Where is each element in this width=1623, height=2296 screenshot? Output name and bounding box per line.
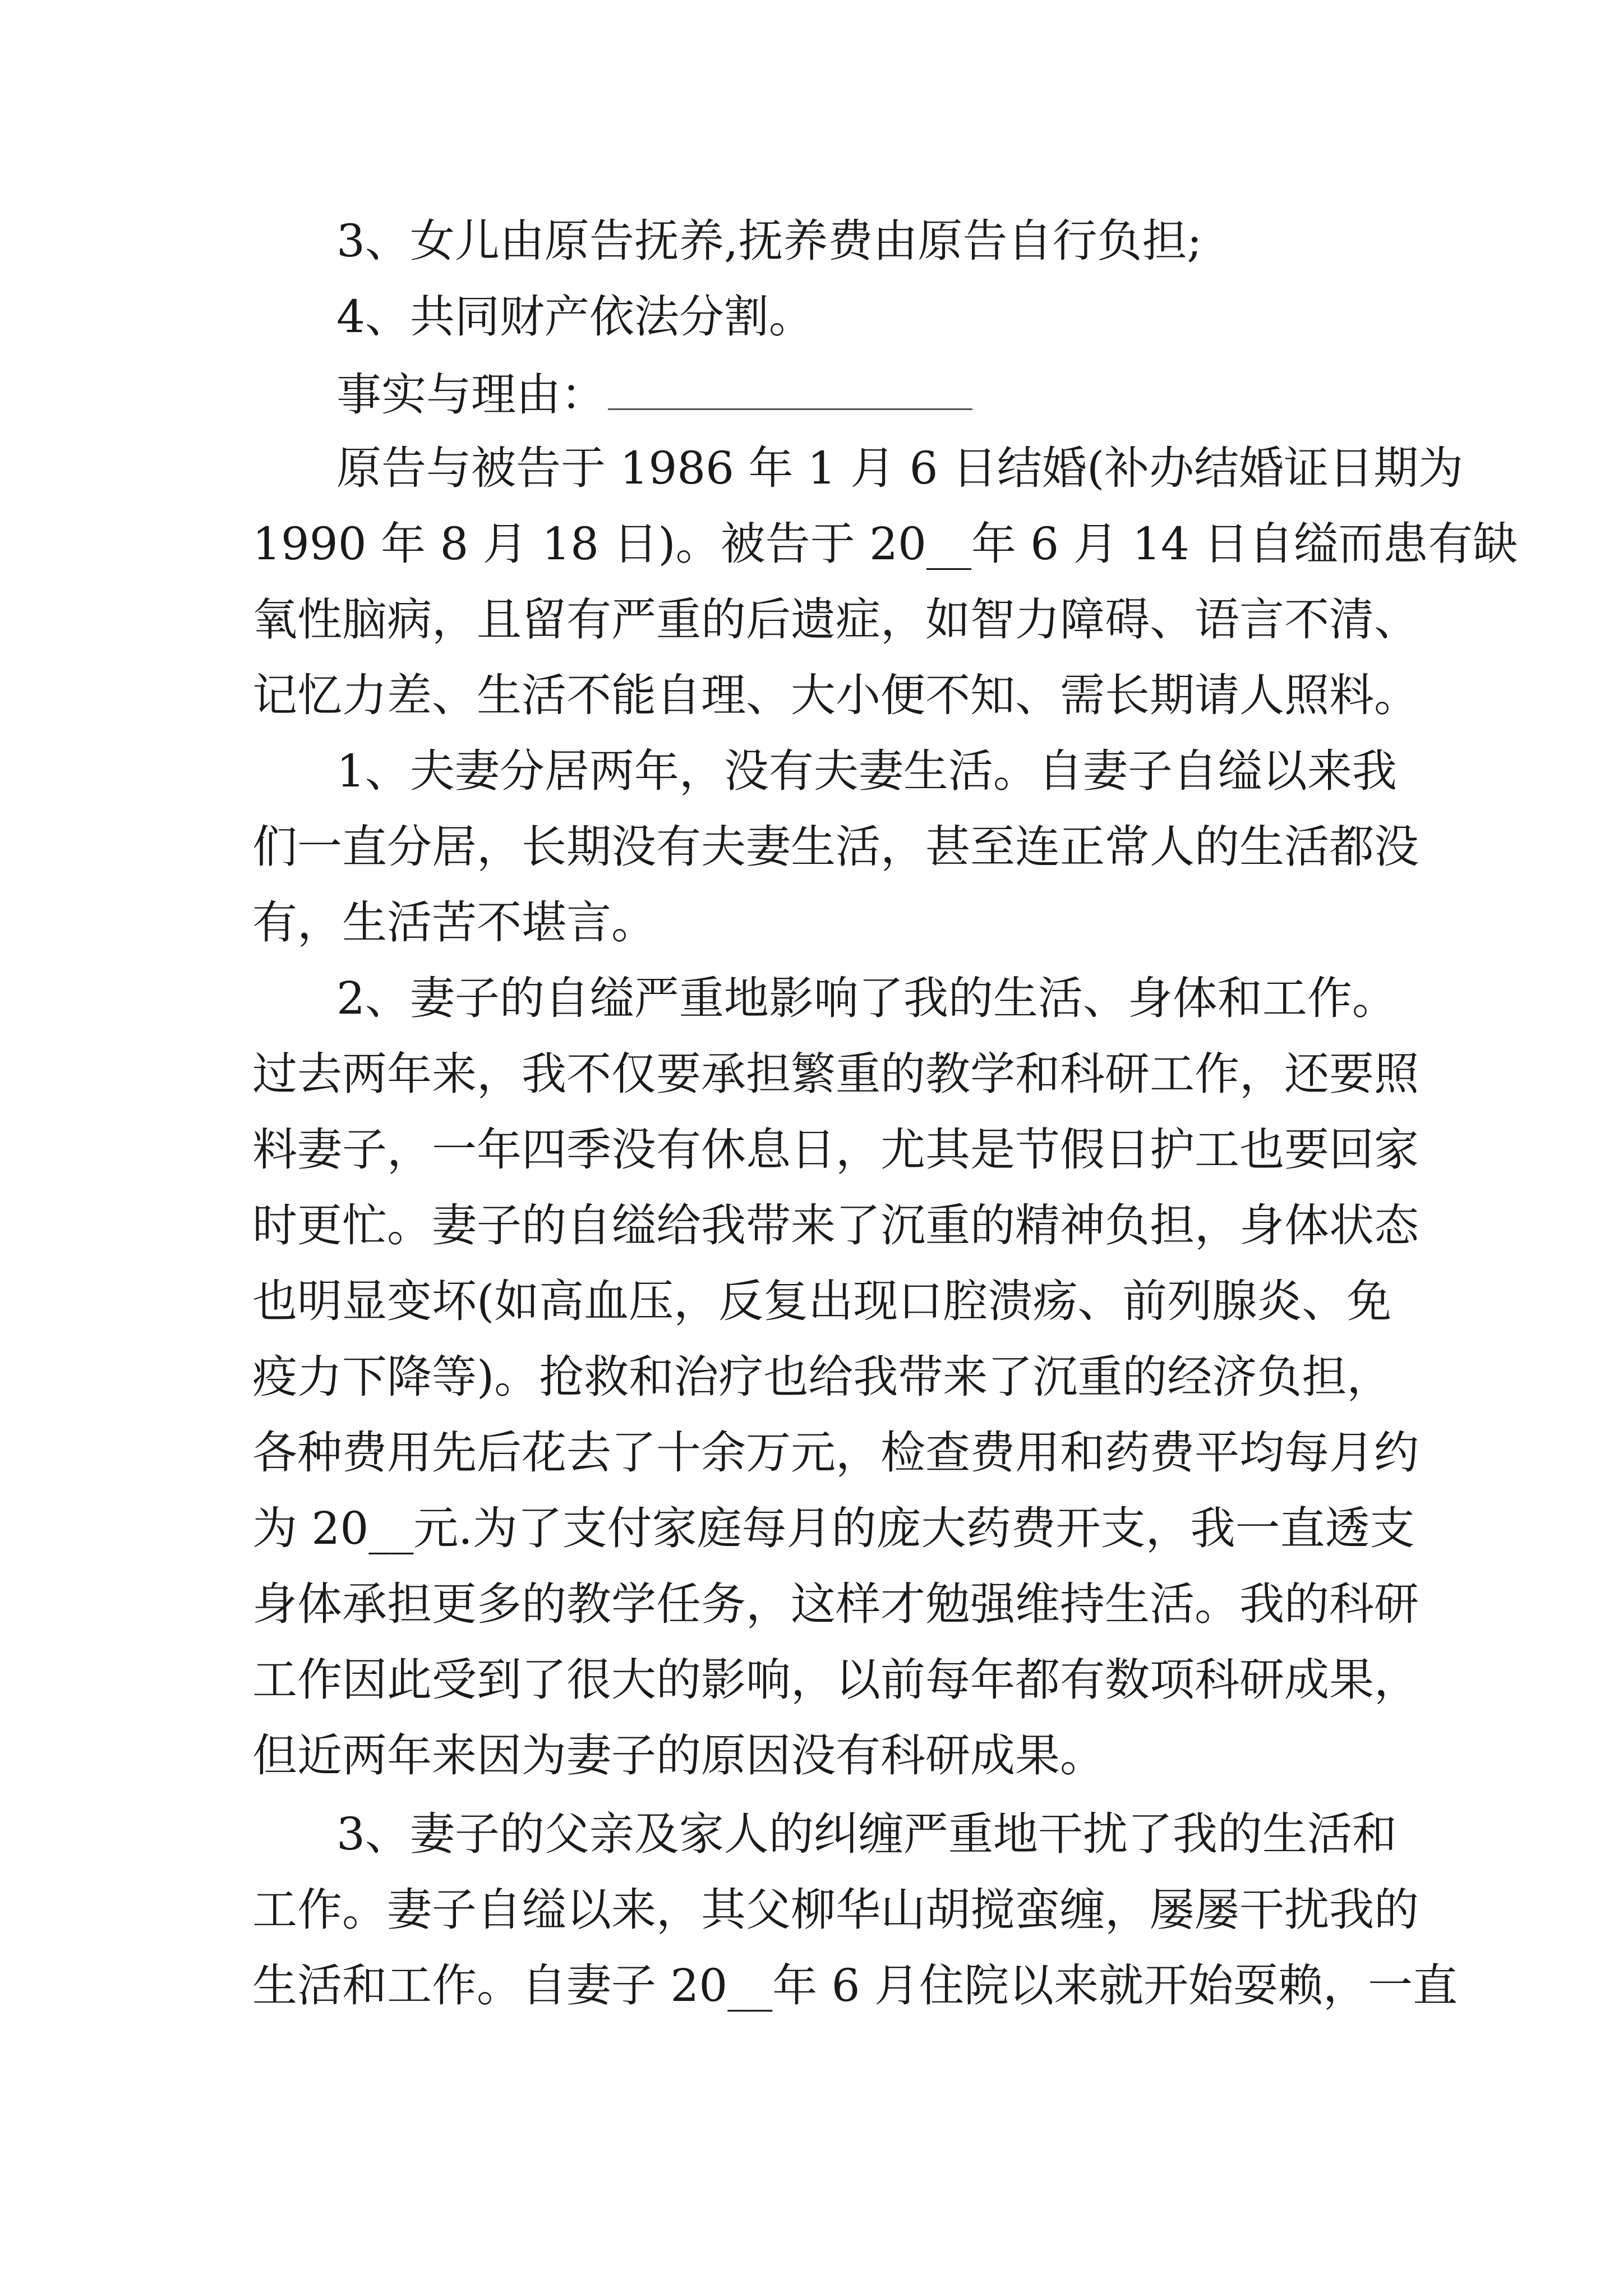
- item-3-custody: 3、女儿由原告抚养,抚养费由原告自行负担;: [336, 215, 1202, 267]
- point-2-line: 时更忙。妻子的自缢给我带来了沉重的精神负担，身体状态: [252, 1199, 1419, 1251]
- point-2-line: 为 20__元.为了支付家庭每月的庞大药费开支，我一直透支: [252, 1502, 1415, 1554]
- point-3-line: 工作。妻子自缢以来，其父柳华山胡搅蛮缠，屡屡干扰我的: [252, 1884, 1419, 1936]
- paragraph-1-line: 原告与被告于 1986 年 1 月 6 日结婚(补办结婚证日期为: [336, 442, 1464, 494]
- point-2-line: 也明显变坏(如高血压，反复出现口腔溃疡、前列腺炎、免: [252, 1275, 1392, 1327]
- point-2-line: 工作因此受到了很大的影响，以前每年都有数项科研成果，: [252, 1654, 1419, 1706]
- point-2-line: 料妻子，一年四季没有休息日，尤其是节假日护工也要回家: [252, 1124, 1419, 1176]
- point-2-line: 身体承担更多的教学任务，这样才勉强维持生活。我的科研: [252, 1578, 1419, 1630]
- point-1-line: 有，生活苦不堪言。: [252, 896, 656, 949]
- point-2-line: 疫力下降等)。抢救和治疗也给我带来了沉重的经济负担，: [252, 1351, 1392, 1403]
- point-2-line: 2、妻子的自缢严重地影响了我的生活、身体和工作。: [336, 972, 1397, 1024]
- point-3-line: 3、妻子的父亲及家人的纠缠严重地干扰了我的生活和: [336, 1808, 1397, 1860]
- paragraph-1-line: 1990 年 8 月 18 日)。被告于 20__年 6 月 14 日自缢而患有缺: [252, 518, 1518, 570]
- fill-in-blank-line: [608, 370, 972, 410]
- point-3-line: 生活和工作。自妻子 20__年 6 月住院以来就开始耍赖，一直: [252, 1959, 1458, 2012]
- point-1-line: 们一直分居，长期没有夫妻生活，甚至连正常人的生活都没: [252, 821, 1419, 873]
- item-4-property: 4、共同财产依法分割。: [336, 291, 814, 343]
- point-2-line: 各种费用先后花去了十余万元，检查费用和药费平均每月约: [252, 1427, 1419, 1479]
- point-2-line: 过去两年来，我不仅要承担繁重的教学和科研工作，还要照: [252, 1048, 1419, 1100]
- paragraph-1-line: 记忆力差、生活不能自理、大小便不知、需长期请人照料。: [252, 669, 1419, 721]
- facts-heading: 事实与理由：: [336, 369, 606, 421]
- point-1-line: 1、夫妻分居两年，没有夫妻生活。自妻子自缢以来我: [336, 745, 1397, 797]
- point-2-line: 但近两年来因为妻子的原因没有科研成果。: [252, 1729, 1105, 1782]
- paragraph-1-line: 氧性脑病，且留有严重的后遗症，如智力障碍、语言不清、: [252, 593, 1419, 646]
- facts-heading-line: [336, 369, 972, 421]
